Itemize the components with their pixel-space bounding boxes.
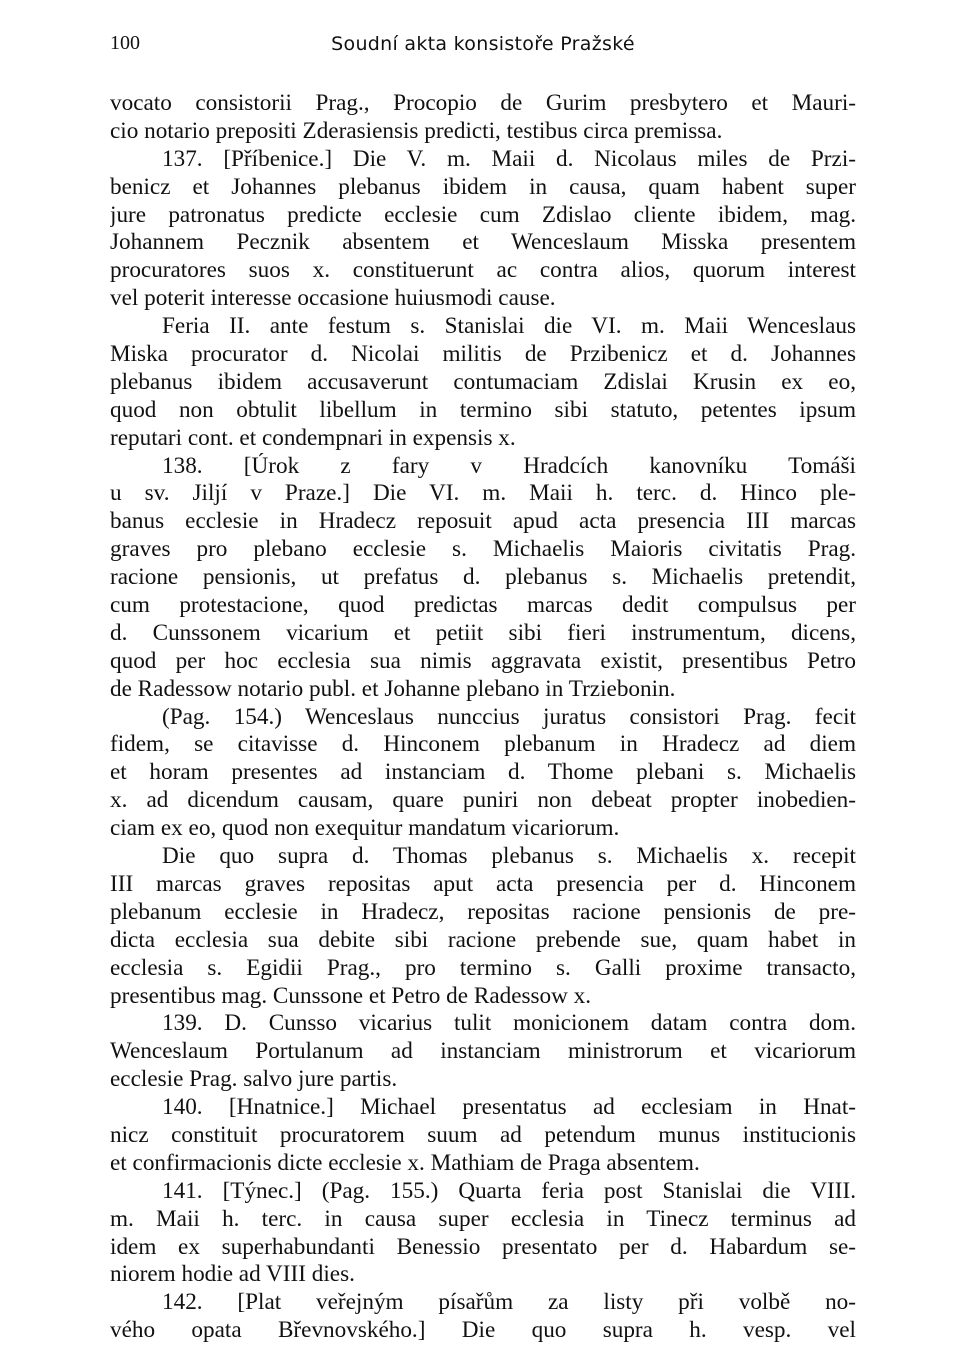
running-title: Soudní akta konsistoře Pražské (331, 33, 635, 55)
text-line: u sv. Jiljí v Praze.] Die VI. m. Maii h. terc. d. Hinco ple- (110, 480, 856, 507)
text-line: dicta ecclesia sua debite sibi racione prebende sue, quam habet in (110, 926, 856, 953)
text-line: graves pro plebano ecclesie s. Michaelis Maioris civitatis Prag. (110, 536, 856, 563)
text-line: d. Cunssonem vicarium et petiit sibi fieri instrumentum, dicens, (110, 619, 856, 646)
text-line: 139. D. Cunsso vicarius tulit monicionem datam contra dom. (162, 1010, 856, 1037)
page-number: 100 (110, 32, 140, 54)
text-line: idem ex superhabundanti Benessio presentato per d. Habardum se- (110, 1233, 856, 1260)
text-line: procuratores suos x. constituerunt ac contra alios, quorum interest (110, 257, 856, 284)
text-line: quod non obtulit libellum in termino sibi statuto, petentes ipsum (110, 396, 856, 423)
text-line: et confirmacionis dicte ecclesie x. Mathiam de Praga absentem. (110, 1149, 700, 1176)
text-line: et horam presentes ad instanciam d. Thome plebani s. Michaelis (110, 759, 856, 786)
text-line: banus ecclesie in Hradecz reposuit apud acta presencia III marcas (110, 508, 856, 535)
text-line: x. ad dicendum causam, quare puniri non debeat propter inobedien- (110, 787, 856, 814)
text-line: ecclesie Prag. salvo jure partis. (110, 1066, 398, 1093)
text-line: Feria II. ante festum s. Stanislai die VI. m. Maii Wenceslaus (162, 313, 856, 340)
text-line: presentibus mag. Cunssone et Petro de Radessow x. (110, 982, 592, 1009)
text-line: ecclesia s. Egidii Prag., pro termino s. Galli proxime transacto, (110, 954, 856, 981)
text-line: 138. [Úrok z fary v Hradcích kanovníku Tomáši (162, 452, 856, 479)
text-line: 140. [Hnatnice.] Michael presentatus ad ecclesiam in Hnat- (162, 1094, 856, 1121)
text-line: Wenceslaum Portulanum ad instanciam ministrorum et vicariorum (110, 1038, 856, 1065)
text-line: vocato consistorii Prag., Procopio de Gurim presbytero et Mauri- (110, 90, 856, 116)
text-line: de Radessow notario publ. et Johanne plebano in Trziebonin. (110, 675, 676, 702)
text-line: plebanus ibidem accusaverunt contumaciam Zdislai Krusin ex eo, (110, 368, 856, 395)
text-line: Johannem Pecznik absentem et Wenceslaum Misska presentem (110, 229, 856, 256)
body-text (110, 90, 856, 1345)
text-line: jure patronatus predicte ecclesie cum Zdislao cliente ibidem, mag. (110, 201, 856, 228)
page-header (110, 32, 856, 62)
text-line: Miska procurator d. Nicolai militis de Przibenicz et d. Johannes (110, 341, 856, 368)
text-line: cio notario prepositi Zderasiensis predicti, testibus circa premissa. (110, 117, 723, 144)
text-line: racione pensionis, ut prefatus d. plebanus s. Michaelis pretendit, (110, 564, 856, 591)
text-line: m. Maii h. terc. in causa super ecclesia in Tinecz terminus ad (110, 1205, 856, 1232)
text-line: plebanum ecclesie in Hradecz, repositas racione pensionis de pre- (110, 898, 856, 925)
text-line: 142. [Plat veřejným písařům za listy při volbě no- (162, 1289, 856, 1316)
text-line: benicz et Johannes plebanus ibidem in causa, quam habent super (110, 173, 856, 200)
text-line: 137. [Příbenice.] Die V. m. Maii d. Nicolaus miles de Przi- (162, 145, 856, 172)
text-line: vého opata Břevnovského.] Die quo supra h. vesp. vel (110, 1317, 856, 1344)
text-line: niorem hodie ad VIII dies. (110, 1261, 355, 1288)
text-line: ciam ex eo, quod non exequitur mandatum vicariorum. (110, 815, 620, 842)
text-line: (Pag. 154.) Wenceslaus nunccius juratus consistori Prag. fecit (162, 703, 856, 730)
text-line: III marcas graves repositas aput acta presencia per d. Hinconem (110, 870, 856, 897)
text-line: nicz constituit procuratorem suum ad petendum munus institucionis (110, 1121, 856, 1148)
text-line: 141. [Týnec.] (Pag. 155.) Quarta feria post Stanislai die VIII. (162, 1177, 856, 1204)
text-line: cum protestacione, quod predictas marcas dedit compulsus per (110, 592, 856, 619)
text-line: vel poterit interesse occasione huiusmodi cause. (110, 285, 556, 312)
text-line: Die quo supra d. Thomas plebanus s. Michaelis x. recepit (162, 843, 856, 870)
text-line: quod per hoc ecclesia sua nimis aggravata existit, presentibus Petro (110, 647, 856, 674)
text-line: fidem, se citavisse d. Hinconem plebanum in Hradecz ad diem (110, 731, 856, 758)
text-line: reputari cont. et condempnari in expensis x. (110, 424, 516, 451)
